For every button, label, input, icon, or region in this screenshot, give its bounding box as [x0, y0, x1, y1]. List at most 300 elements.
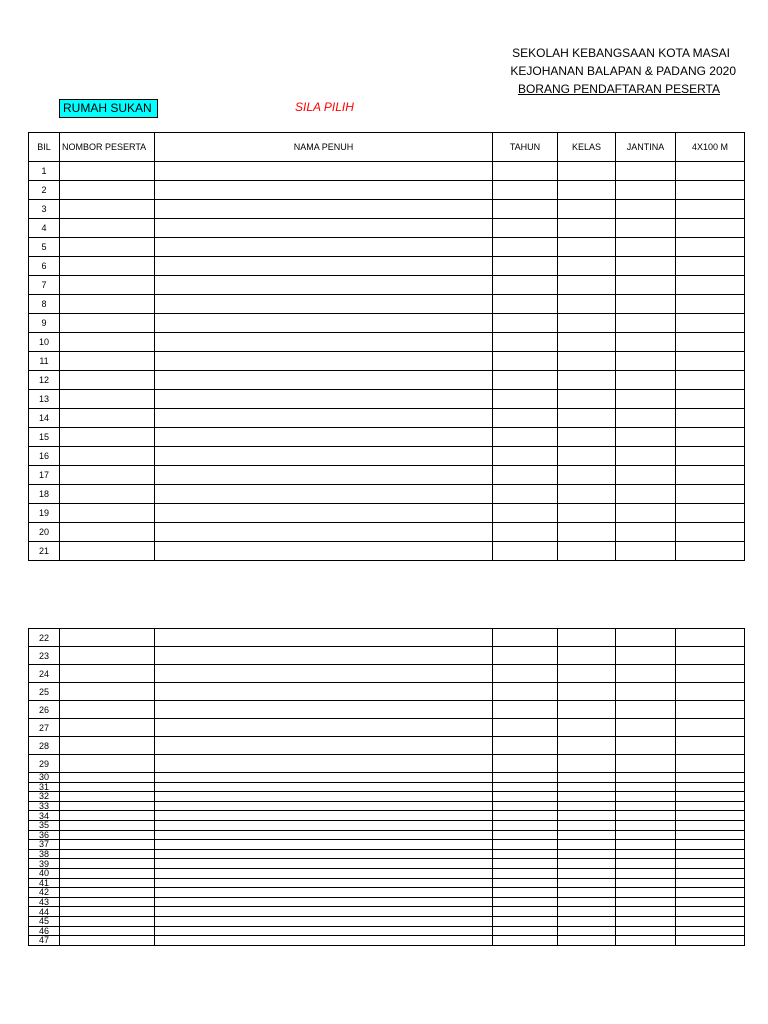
cell-jantina[interactable] — [616, 523, 676, 542]
cell-nombor-peserta[interactable] — [60, 333, 155, 352]
cell-tahun[interactable] — [493, 916, 558, 926]
cell-tahun[interactable] — [493, 878, 558, 888]
cell-nombor-peserta[interactable] — [60, 830, 155, 840]
cell-nama-penuh[interactable] — [155, 878, 493, 888]
cell-kelas[interactable] — [558, 683, 616, 701]
cell-nombor-peserta[interactable] — [60, 868, 155, 878]
cell-nama-penuh[interactable] — [155, 936, 493, 946]
cell-4x100m[interactable] — [676, 820, 745, 830]
cell-nombor-peserta[interactable] — [60, 504, 155, 523]
cell-tahun[interactable] — [493, 792, 558, 802]
cell-tahun[interactable] — [493, 219, 558, 238]
cell-jantina[interactable] — [616, 647, 676, 665]
cell-nama-penuh[interactable] — [155, 849, 493, 859]
cell-nombor-peserta[interactable] — [60, 878, 155, 888]
cell-tahun[interactable] — [493, 755, 558, 773]
cell-jantina[interactable] — [616, 219, 676, 238]
cell-nombor-peserta[interactable] — [60, 219, 155, 238]
cell-nombor-peserta[interactable] — [60, 485, 155, 504]
cell-tahun[interactable] — [493, 840, 558, 850]
cell-4x100m[interactable] — [676, 840, 745, 850]
cell-4x100m[interactable] — [676, 792, 745, 802]
cell-tahun[interactable] — [493, 665, 558, 683]
cell-tahun[interactable] — [493, 773, 558, 783]
cell-jantina[interactable] — [616, 428, 676, 447]
cell-nama-penuh[interactable] — [155, 868, 493, 878]
cell-nama-penuh[interactable] — [155, 219, 493, 238]
cell-tahun[interactable] — [493, 390, 558, 409]
cell-tahun[interactable] — [493, 629, 558, 647]
cell-4x100m[interactable] — [676, 849, 745, 859]
cell-jantina[interactable] — [616, 683, 676, 701]
cell-4x100m[interactable] — [676, 719, 745, 737]
cell-kelas[interactable] — [558, 897, 616, 907]
cell-tahun[interactable] — [493, 257, 558, 276]
cell-tahun[interactable] — [493, 868, 558, 878]
cell-jantina[interactable] — [616, 542, 676, 561]
cell-jantina[interactable] — [616, 629, 676, 647]
cell-nama-penuh[interactable] — [155, 295, 493, 314]
cell-tahun[interactable] — [493, 523, 558, 542]
cell-jantina[interactable] — [616, 849, 676, 859]
cell-jantina[interactable] — [616, 859, 676, 869]
cell-jantina[interactable] — [616, 466, 676, 485]
cell-jantina[interactable] — [616, 276, 676, 295]
cell-nama-penuh[interactable] — [155, 830, 493, 840]
cell-tahun[interactable] — [493, 647, 558, 665]
cell-kelas[interactable] — [558, 840, 616, 850]
cell-jantina[interactable] — [616, 926, 676, 936]
cell-tahun[interactable] — [493, 162, 558, 181]
cell-jantina[interactable] — [616, 162, 676, 181]
cell-nombor-peserta[interactable] — [60, 466, 155, 485]
cell-kelas[interactable] — [558, 333, 616, 352]
cell-nama-penuh[interactable] — [155, 782, 493, 792]
cell-nombor-peserta[interactable] — [60, 428, 155, 447]
cell-jantina[interactable] — [616, 782, 676, 792]
cell-jantina[interactable] — [616, 333, 676, 352]
cell-nama-penuh[interactable] — [155, 701, 493, 719]
cell-kelas[interactable] — [558, 257, 616, 276]
cell-nama-penuh[interactable] — [155, 629, 493, 647]
cell-4x100m[interactable] — [676, 390, 745, 409]
cell-jantina[interactable] — [616, 755, 676, 773]
cell-nama-penuh[interactable] — [155, 390, 493, 409]
cell-tahun[interactable] — [493, 849, 558, 859]
cell-tahun[interactable] — [493, 409, 558, 428]
cell-nombor-peserta[interactable] — [60, 390, 155, 409]
cell-tahun[interactable] — [493, 719, 558, 737]
cell-nombor-peserta[interactable] — [60, 647, 155, 665]
cell-jantina[interactable] — [616, 936, 676, 946]
cell-tahun[interactable] — [493, 683, 558, 701]
cell-kelas[interactable] — [558, 936, 616, 946]
cell-tahun[interactable] — [493, 907, 558, 917]
cell-4x100m[interactable] — [676, 907, 745, 917]
cell-kelas[interactable] — [558, 907, 616, 917]
cell-kelas[interactable] — [558, 868, 616, 878]
cell-4x100m[interactable] — [676, 276, 745, 295]
cell-jantina[interactable] — [616, 390, 676, 409]
cell-nombor-peserta[interactable] — [60, 907, 155, 917]
cell-kelas[interactable] — [558, 200, 616, 219]
cell-nombor-peserta[interactable] — [60, 811, 155, 821]
cell-jantina[interactable] — [616, 409, 676, 428]
cell-kelas[interactable] — [558, 926, 616, 936]
cell-4x100m[interactable] — [676, 926, 745, 936]
cell-4x100m[interactable] — [676, 238, 745, 257]
cell-4x100m[interactable] — [676, 897, 745, 907]
cell-kelas[interactable] — [558, 219, 616, 238]
cell-nombor-peserta[interactable] — [60, 629, 155, 647]
cell-4x100m[interactable] — [676, 916, 745, 926]
cell-kelas[interactable] — [558, 737, 616, 755]
cell-nama-penuh[interactable] — [155, 200, 493, 219]
cell-jantina[interactable] — [616, 773, 676, 783]
cell-kelas[interactable] — [558, 782, 616, 792]
cell-jantina[interactable] — [616, 295, 676, 314]
cell-kelas[interactable] — [558, 181, 616, 200]
cell-kelas[interactable] — [558, 485, 616, 504]
cell-tahun[interactable] — [493, 200, 558, 219]
cell-kelas[interactable] — [558, 719, 616, 737]
cell-nama-penuh[interactable] — [155, 683, 493, 701]
cell-nombor-peserta[interactable] — [60, 820, 155, 830]
cell-nama-penuh[interactable] — [155, 276, 493, 295]
cell-nombor-peserta[interactable] — [60, 295, 155, 314]
cell-nombor-peserta[interactable] — [60, 782, 155, 792]
cell-jantina[interactable] — [616, 897, 676, 907]
rumah-sukan-select[interactable]: SILA PILIH — [295, 100, 354, 114]
table-row — [29, 409, 745, 428]
cell-kelas[interactable] — [558, 295, 616, 314]
cell-nama-penuh[interactable] — [155, 916, 493, 926]
cell-tahun[interactable] — [493, 295, 558, 314]
cell-nama-penuh[interactable] — [155, 238, 493, 257]
cell-tahun[interactable] — [493, 897, 558, 907]
cell-kelas[interactable] — [558, 878, 616, 888]
cell-nombor-peserta[interactable] — [60, 181, 155, 200]
cell-nombor-peserta[interactable] — [60, 352, 155, 371]
table-row — [29, 200, 745, 219]
cell-kelas[interactable] — [558, 629, 616, 647]
cell-nombor-peserta[interactable] — [60, 542, 155, 561]
cell-nama-penuh[interactable] — [155, 820, 493, 830]
cell-nama-penuh[interactable] — [155, 371, 493, 390]
table-row — [29, 333, 745, 352]
cell-tahun[interactable] — [493, 737, 558, 755]
cell-jantina[interactable] — [616, 504, 676, 523]
cell-kelas[interactable] — [558, 504, 616, 523]
table-row — [29, 447, 745, 466]
cell-bil: 26 — [29, 701, 60, 719]
cell-tahun[interactable] — [493, 352, 558, 371]
cell-jantina[interactable] — [616, 830, 676, 840]
cell-4x100m[interactable] — [676, 665, 745, 683]
cell-kelas[interactable] — [558, 820, 616, 830]
cell-nombor-peserta[interactable] — [60, 314, 155, 333]
cell-4x100m[interactable] — [676, 504, 745, 523]
cell-tahun[interactable] — [493, 936, 558, 946]
cell-jantina[interactable] — [616, 352, 676, 371]
cell-nama-penuh[interactable] — [155, 811, 493, 821]
cell-nombor-peserta[interactable] — [60, 200, 155, 219]
cell-jantina[interactable] — [616, 840, 676, 850]
cell-4x100m[interactable] — [676, 647, 745, 665]
cell-kelas[interactable] — [558, 755, 616, 773]
cell-tahun[interactable] — [493, 542, 558, 561]
cell-jantina[interactable] — [616, 820, 676, 830]
cell-4x100m[interactable] — [676, 257, 745, 276]
cell-4x100m[interactable] — [676, 200, 745, 219]
cell-tahun[interactable] — [493, 504, 558, 523]
cell-nama-penuh[interactable] — [155, 755, 493, 773]
cell-tahun[interactable] — [493, 801, 558, 811]
cell-nama-penuh[interactable] — [155, 719, 493, 737]
cell-4x100m[interactable] — [676, 773, 745, 783]
cell-jantina[interactable] — [616, 371, 676, 390]
cell-nombor-peserta[interactable] — [60, 447, 155, 466]
cell-tahun[interactable] — [493, 926, 558, 936]
table-row — [29, 295, 745, 314]
cell-kelas[interactable] — [558, 773, 616, 783]
cell-nombor-peserta[interactable] — [60, 888, 155, 898]
cell-kelas[interactable] — [558, 792, 616, 802]
table-row — [29, 647, 745, 665]
cell-nombor-peserta[interactable] — [60, 897, 155, 907]
cell-jantina[interactable] — [616, 878, 676, 888]
cell-kelas[interactable] — [558, 352, 616, 371]
cell-4x100m[interactable] — [676, 333, 745, 352]
cell-nama-penuh[interactable] — [155, 447, 493, 466]
cell-4x100m[interactable] — [676, 314, 745, 333]
cell-kelas[interactable] — [558, 466, 616, 485]
cell-jantina[interactable] — [616, 868, 676, 878]
cell-tahun[interactable] — [493, 371, 558, 390]
cell-nama-penuh[interactable] — [155, 428, 493, 447]
cell-4x100m[interactable] — [676, 428, 745, 447]
cell-kelas[interactable] — [558, 428, 616, 447]
cell-kelas[interactable] — [558, 916, 616, 926]
cell-jantina[interactable] — [616, 811, 676, 821]
cell-4x100m[interactable] — [676, 371, 745, 390]
cell-4x100m[interactable] — [676, 352, 745, 371]
cell-tahun[interactable] — [493, 276, 558, 295]
cell-kelas[interactable] — [558, 811, 616, 821]
cell-kelas[interactable] — [558, 542, 616, 561]
cell-4x100m[interactable] — [676, 737, 745, 755]
cell-bil: 10 — [29, 333, 60, 352]
cell-kelas[interactable] — [558, 409, 616, 428]
cell-kelas[interactable] — [558, 830, 616, 840]
table-row — [29, 683, 745, 701]
cell-nama-penuh[interactable] — [155, 737, 493, 755]
cell-jantina[interactable] — [616, 916, 676, 926]
cell-nama-penuh[interactable] — [155, 859, 493, 869]
cell-jantina[interactable] — [616, 665, 676, 683]
cell-jantina[interactable] — [616, 181, 676, 200]
cell-kelas[interactable] — [558, 447, 616, 466]
cell-nombor-peserta[interactable] — [60, 701, 155, 719]
cell-jantina[interactable] — [616, 238, 676, 257]
cell-4x100m[interactable] — [676, 755, 745, 773]
cell-nombor-peserta[interactable] — [60, 238, 155, 257]
cell-nombor-peserta[interactable] — [60, 737, 155, 755]
cell-jantina[interactable] — [616, 792, 676, 802]
cell-kelas[interactable] — [558, 888, 616, 898]
cell-4x100m[interactable] — [676, 701, 745, 719]
cell-nama-penuh[interactable] — [155, 466, 493, 485]
cell-kelas[interactable] — [558, 276, 616, 295]
cell-4x100m[interactable] — [676, 859, 745, 869]
cell-4x100m[interactable] — [676, 683, 745, 701]
cell-4x100m[interactable] — [676, 542, 745, 561]
cell-jantina[interactable] — [616, 719, 676, 737]
cell-nama-penuh[interactable] — [155, 840, 493, 850]
cell-4x100m[interactable] — [676, 830, 745, 840]
cell-nama-penuh[interactable] — [155, 523, 493, 542]
cell-bil: 5 — [29, 238, 60, 257]
cell-nama-penuh[interactable] — [155, 792, 493, 802]
cell-nombor-peserta[interactable] — [60, 719, 155, 737]
cell-bil: 31 — [29, 782, 60, 792]
cell-bil: 38 — [29, 849, 60, 859]
table-row — [29, 907, 745, 917]
cell-nama-penuh[interactable] — [155, 257, 493, 276]
cell-nombor-peserta[interactable] — [60, 683, 155, 701]
cell-nombor-peserta[interactable] — [60, 755, 155, 773]
cell-nama-penuh[interactable] — [155, 504, 493, 523]
cell-jantina[interactable] — [616, 801, 676, 811]
cell-tahun[interactable] — [493, 428, 558, 447]
cell-tahun[interactable] — [493, 447, 558, 466]
cell-nama-penuh[interactable] — [155, 352, 493, 371]
cell-tahun[interactable] — [493, 859, 558, 869]
cell-nama-penuh[interactable] — [155, 409, 493, 428]
cell-4x100m[interactable] — [676, 629, 745, 647]
table-row — [29, 352, 745, 371]
cell-nombor-peserta[interactable] — [60, 523, 155, 542]
cell-tahun[interactable] — [493, 888, 558, 898]
cell-nombor-peserta[interactable] — [60, 257, 155, 276]
cell-jantina[interactable] — [616, 907, 676, 917]
cell-jantina[interactable] — [616, 485, 676, 504]
cell-tahun[interactable] — [493, 181, 558, 200]
cell-nombor-peserta[interactable] — [60, 849, 155, 859]
cell-nombor-peserta[interactable] — [60, 276, 155, 295]
cell-4x100m[interactable] — [676, 878, 745, 888]
table-row — [29, 916, 745, 926]
cell-tahun[interactable] — [493, 701, 558, 719]
cell-tahun[interactable] — [493, 830, 558, 840]
cell-kelas[interactable] — [558, 859, 616, 869]
cell-kelas[interactable] — [558, 647, 616, 665]
cell-jantina[interactable] — [616, 200, 676, 219]
cell-kelas[interactable] — [558, 523, 616, 542]
cell-nama-penuh[interactable] — [155, 897, 493, 907]
cell-4x100m[interactable] — [676, 936, 745, 946]
cell-bil: 34 — [29, 811, 60, 821]
cell-nombor-peserta[interactable] — [60, 162, 155, 181]
cell-nama-penuh[interactable] — [155, 162, 493, 181]
cell-nama-penuh[interactable] — [155, 926, 493, 936]
cell-nama-penuh[interactable] — [155, 888, 493, 898]
cell-nombor-peserta[interactable] — [60, 409, 155, 428]
cell-nombor-peserta[interactable] — [60, 665, 155, 683]
cell-nombor-peserta[interactable] — [60, 916, 155, 926]
cell-jantina[interactable] — [616, 701, 676, 719]
cell-jantina[interactable] — [616, 314, 676, 333]
cell-nama-penuh[interactable] — [155, 907, 493, 917]
cell-kelas[interactable] — [558, 162, 616, 181]
cell-kelas[interactable] — [558, 314, 616, 333]
cell-nama-penuh[interactable] — [155, 665, 493, 683]
cell-kelas[interactable] — [558, 849, 616, 859]
cell-nama-penuh[interactable] — [155, 314, 493, 333]
cell-tahun[interactable] — [493, 820, 558, 830]
cell-4x100m[interactable] — [676, 447, 745, 466]
table-row — [29, 466, 745, 485]
cell-nama-penuh[interactable] — [155, 485, 493, 504]
cell-4x100m[interactable] — [676, 801, 745, 811]
cell-4x100m[interactable] — [676, 485, 745, 504]
cell-tahun[interactable] — [493, 238, 558, 257]
cell-kelas[interactable] — [558, 238, 616, 257]
cell-tahun[interactable] — [493, 466, 558, 485]
cell-nombor-peserta[interactable] — [60, 840, 155, 850]
cell-4x100m[interactable] — [676, 466, 745, 485]
cell-nama-penuh[interactable] — [155, 647, 493, 665]
cell-4x100m[interactable] — [676, 888, 745, 898]
cell-kelas[interactable] — [558, 801, 616, 811]
cell-nama-penuh[interactable] — [155, 333, 493, 352]
cell-kelas[interactable] — [558, 665, 616, 683]
cell-4x100m[interactable] — [676, 219, 745, 238]
cell-nama-penuh[interactable] — [155, 542, 493, 561]
cell-4x100m[interactable] — [676, 409, 745, 428]
cell-4x100m[interactable] — [676, 295, 745, 314]
cell-nama-penuh[interactable] — [155, 773, 493, 783]
cell-nombor-peserta[interactable] — [60, 936, 155, 946]
cell-nombor-peserta[interactable] — [60, 773, 155, 783]
cell-jantina[interactable] — [616, 737, 676, 755]
cell-tahun[interactable] — [493, 782, 558, 792]
cell-kelas[interactable] — [558, 371, 616, 390]
cell-jantina[interactable] — [616, 257, 676, 276]
cell-4x100m[interactable] — [676, 181, 745, 200]
cell-4x100m[interactable] — [676, 162, 745, 181]
cell-nombor-peserta[interactable] — [60, 371, 155, 390]
cell-nombor-peserta[interactable] — [60, 801, 155, 811]
cell-kelas[interactable] — [558, 701, 616, 719]
cell-4x100m[interactable] — [676, 811, 745, 821]
cell-kelas[interactable] — [558, 390, 616, 409]
cell-4x100m[interactable] — [676, 868, 745, 878]
cell-4x100m[interactable] — [676, 782, 745, 792]
cell-nombor-peserta[interactable] — [60, 792, 155, 802]
cell-jantina[interactable] — [616, 888, 676, 898]
cell-nama-penuh[interactable] — [155, 801, 493, 811]
cell-tahun[interactable] — [493, 485, 558, 504]
cell-jantina[interactable] — [616, 447, 676, 466]
cell-tahun[interactable] — [493, 333, 558, 352]
cell-nama-penuh[interactable] — [155, 181, 493, 200]
cell-tahun[interactable] — [493, 811, 558, 821]
cell-4x100m[interactable] — [676, 523, 745, 542]
cell-nombor-peserta[interactable] — [60, 859, 155, 869]
cell-tahun[interactable] — [493, 314, 558, 333]
cell-nombor-peserta[interactable] — [60, 926, 155, 936]
